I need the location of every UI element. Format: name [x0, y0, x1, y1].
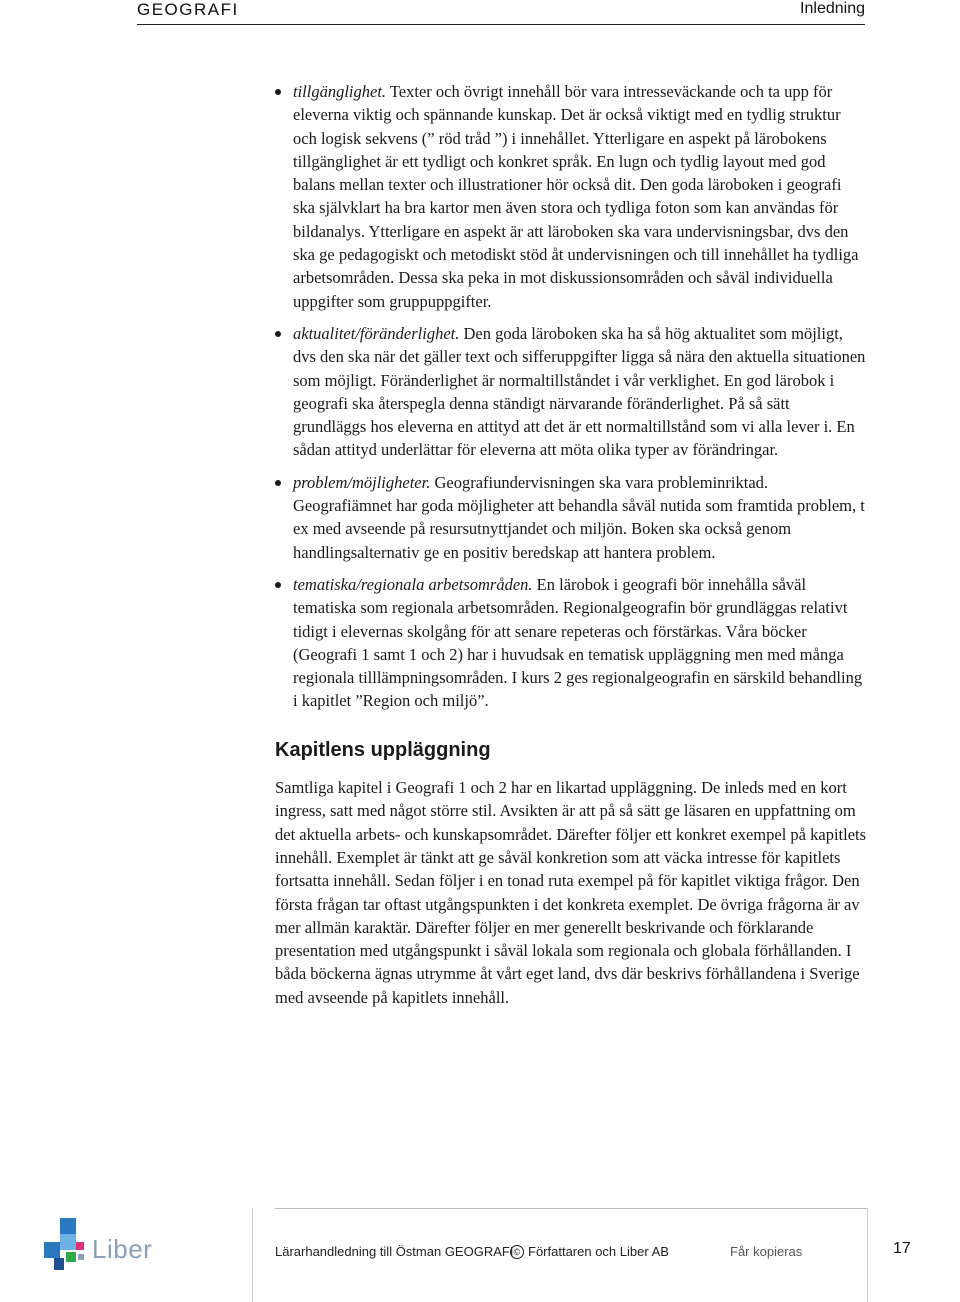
main-content: [275, 80, 867, 1009]
list-item: [275, 573, 867, 713]
header-section-title: GEOGRAFI: [137, 0, 239, 19]
list-item: [275, 322, 867, 462]
footer-book-title: Lärarhandledning till Östman GEOGRAFI: [275, 1244, 514, 1259]
bullet-icon: [275, 89, 281, 95]
list-item-text: Den goda läroboken ska ha så hög aktualitet som möjligt, dvs den ska när det gäller text och sifferuppgifter ligga så nära den aktuella situationen som möjligt. Föränderlighet är normaltillståndet i vår verklighet. En god lärobok i geografi ska återspegla denna ständigt närvarande föränderlighet. På så sätt grundläggs hos eleverna en attityd att det är ett normaltillstånd som vi alla lever i. En sådan attityd underlättar för eleverna att möta olika typer av förändringar.: [293, 323, 866, 460]
footer-copyright-text: Författaren och Liber AB: [528, 1244, 669, 1259]
page-footer: [0, 1208, 960, 1302]
bullet-icon: [275, 480, 281, 486]
criteria-list: [275, 80, 867, 713]
header-chapter-title: Inledning: [800, 0, 865, 17]
section-body: Samtliga kapitel i Geografi 1 och 2 har en likartad uppläggning. De inleds med en kort ingress, satt med något större stil. Avsikten är att på så sätt ge läsaren en uppfattning om det aktuella arbets- och kunskapsområdet. Därefter följer ett konkret exempel på kapitlets innehåll. Exemplet är tänkt att ge såväl konkretion som att väcka intresse för kapitlets fortsatta innehåll. Sedan följer i en tonad ruta exempel på för kapitlet viktiga frågor. Den första frågan tar oftast utgångspunkten i det konkreta exemplet. De övriga frågorna är av mer allmän karaktär. Därefter följer en mer generellt beskrivande och förklarande presentation med utgångspunkt i såväl lokala som regionala och globala förhållanden. I båda böckerna ägnas utrymme åt vårt eget land, dvs där beskrivs förhållandena i Sverige med avseende på kapitlets innehåll.: [275, 778, 867, 1007]
section-heading: Kapitlens uppläggning: [275, 738, 491, 761]
list-item-text: Texter och övrigt innehåll bör vara intresseväckande och ta upp för eleverna viktig och spännande kunskap. Det är också viktigt med en tydlig struktur och logisk sekvens (” röd tråd ”) i innehållet. Ytterligare en aspekt på lärobokens tillgänglighet är ett tydligt och konkret språk. En lugn och tydlig layout med god balans mellan texter och illustrationer hör också dit. Den goda läroboken i geografi ska självklart ha bra kartor men även stora och tydliga foton som kan användas för bildanalys. Ytterligare en aspekt är att läroboken ska vara undervisningsbar, dvs den ska ge pedagogiskt och metodiskt stöd åt undervisningen och till innehållet ha tydliga arbetsområden. Dessa ska peka in mot diskussionsområden och såväl individuella uppgifter som gruppuppgifter.: [293, 82, 859, 311]
footer-divider: [867, 1208, 868, 1302]
bullet-icon: [275, 331, 281, 337]
footer-copy-note: Får kopieras: [730, 1244, 803, 1259]
footer-copyright: [510, 1244, 669, 1259]
list-item-term: aktualitet/föränderlighet.: [293, 323, 460, 343]
list-item-term: problem/möjligheter.: [293, 472, 431, 492]
header-rule: [137, 24, 865, 25]
bullet-icon: [275, 582, 281, 588]
list-item-text: En lärobok i geografi bör innehålla såväl tematiska som regionala arbetsområden. Regionalgeografin bör grundläggas relativt tidigt i elevernas skolgång för att senare repeteras och förstärkas. Våra böcker (Geografi 1 samt 1 och 2) har i huvudsak en tematisk uppläggning men med många regionala tilllämpningsområden. I kurs 2 ges regionalgeografin en särskild behandling i kapitlet ”Region och miljö”.: [293, 574, 863, 711]
page-number: 17: [893, 1240, 911, 1257]
list-item: [275, 471, 867, 564]
liber-logo-text: Liber: [92, 1234, 153, 1264]
list-item-text: Geografiundervisningen ska vara probleminriktad. Geografiämnet har goda möjligheter att behandla såväl nutida som framtida problem, t ex med avseende på resursutnyttjandet och miljön. Boken ska också genom handlingsalternativ ge en positiv beredskap att hantera problem.: [293, 472, 865, 562]
footer-divider: [252, 1208, 253, 1302]
copyright-icon: ©: [510, 1245, 524, 1259]
list-item-term: tillgänglighet.: [293, 82, 387, 101]
footer-rule: [275, 1208, 867, 1209]
list-item-term: tematiska/regionala arbetsområden.: [293, 574, 533, 594]
page-header: [137, 0, 865, 26]
list-item: [275, 80, 867, 313]
